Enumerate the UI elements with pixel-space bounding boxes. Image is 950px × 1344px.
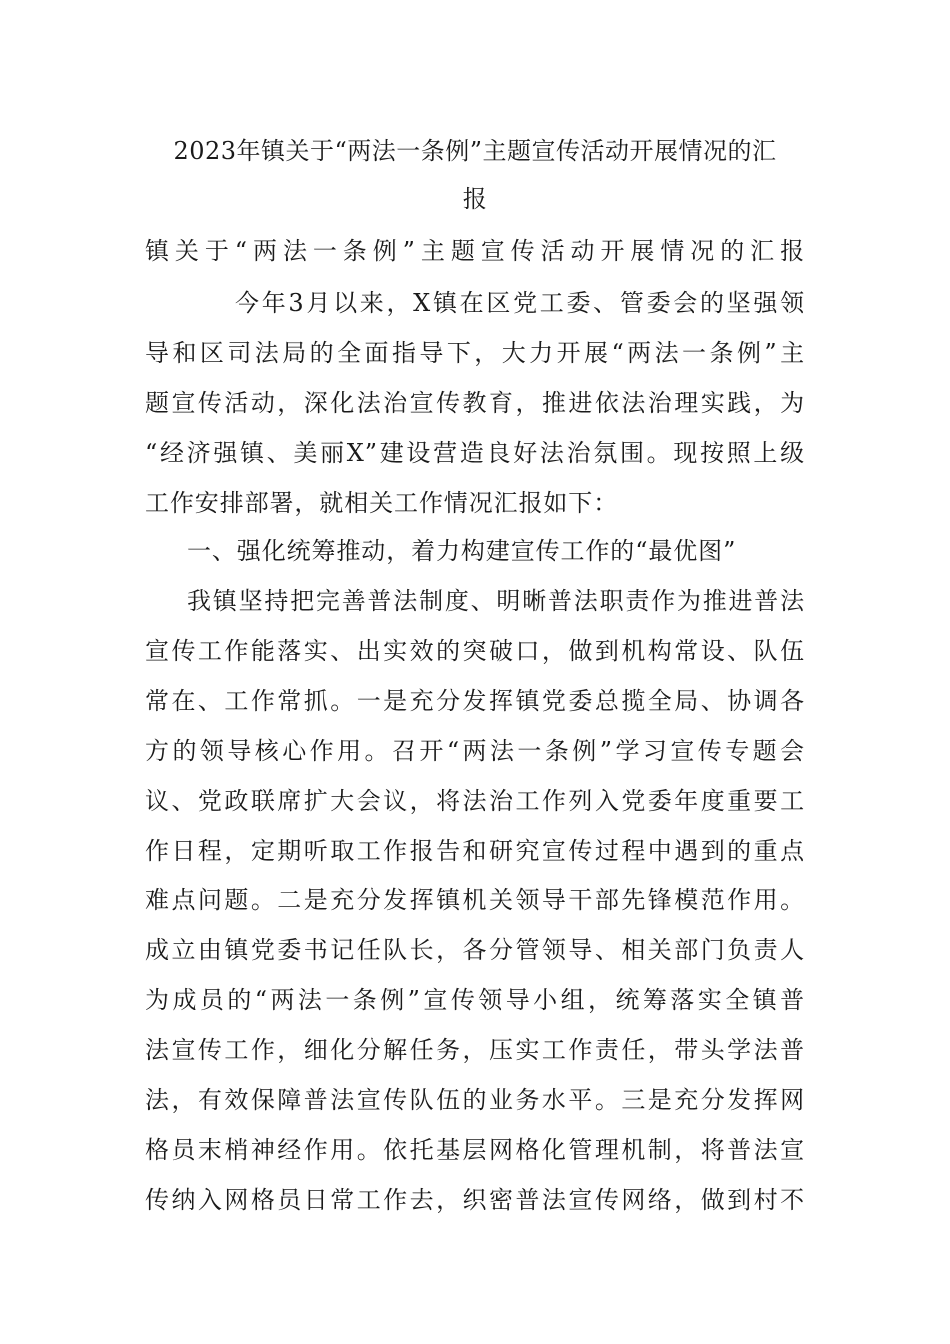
paragraph-line: 传纳入网格员日常工作去，织密普法宣传网络，做到村不 (145, 1186, 805, 1214)
paragraph-line: “经济强镇、美丽X”建设营造良好法治氛围。现按照上级 (145, 439, 805, 467)
document-title-line-2: 报 (462, 185, 488, 213)
paragraph-line: 宣传工作能落实、出实效的突破口，做到机构常设、队伍 (145, 637, 805, 665)
paragraph-line: 方的领导核心作用。召开“两法一条例”学习宣传专题会 (145, 737, 805, 765)
paragraph-line: 法宣传工作，细化分解任务，压实工作责任，带头学法普 (145, 1036, 805, 1064)
paragraph-line: 格员末梢神经作用。依托基层网格化管理机制，将普法宣 (145, 1136, 805, 1164)
paragraph-line: 作日程，定期听取工作报告和研究宣传过程中遇到的重点 (145, 837, 805, 865)
paragraph-line: 今年3月以来，X镇在区党工委、管委会的坚强领 (235, 289, 805, 317)
paragraph-line: 难点问题。二是充分发挥镇机关领导干部先锋模范作用。 (145, 886, 805, 914)
paragraph-line: 题宣传活动，深化法治宣传教育，推进依法治理实践，为 (145, 389, 805, 417)
paragraph-line: 成立由镇党委书记任队长，各分管领导、相关部门负责人 (145, 936, 805, 964)
document-title-line-1: 2023年镇关于“两法一条例”主题宣传活动开展情况的汇 (173, 137, 777, 165)
paragraph-line: 常在、工作常抓。一是充分发挥镇党委总揽全局、协调各 (145, 687, 805, 715)
section-heading: 一、强化统筹推动，着力构建宣传工作的“最优图” (187, 537, 737, 565)
paragraph-line: 议、党政联席扩大会议，将法治工作列入党委年度重要工 (145, 787, 805, 815)
paragraph-line: 导和区司法局的全面指导下，大力开展“两法一条例”主 (145, 339, 805, 367)
paragraph-line: 法，有效保障普法宣传队伍的业务水平。三是充分发挥网 (145, 1086, 805, 1114)
document-subtitle: 镇关于“两法一条例”主题宣传活动开展情况的汇报 (145, 237, 805, 265)
paragraph-line: 工作安排部署，就相关工作情况汇报如下： (145, 489, 619, 517)
paragraph-line: 我镇坚持把完善普法制度、明晰普法职责作为推进普法 (187, 587, 805, 615)
paragraph-line: 为成员的“两法一条例”宣传领导小组，统筹落实全镇普 (145, 986, 805, 1014)
